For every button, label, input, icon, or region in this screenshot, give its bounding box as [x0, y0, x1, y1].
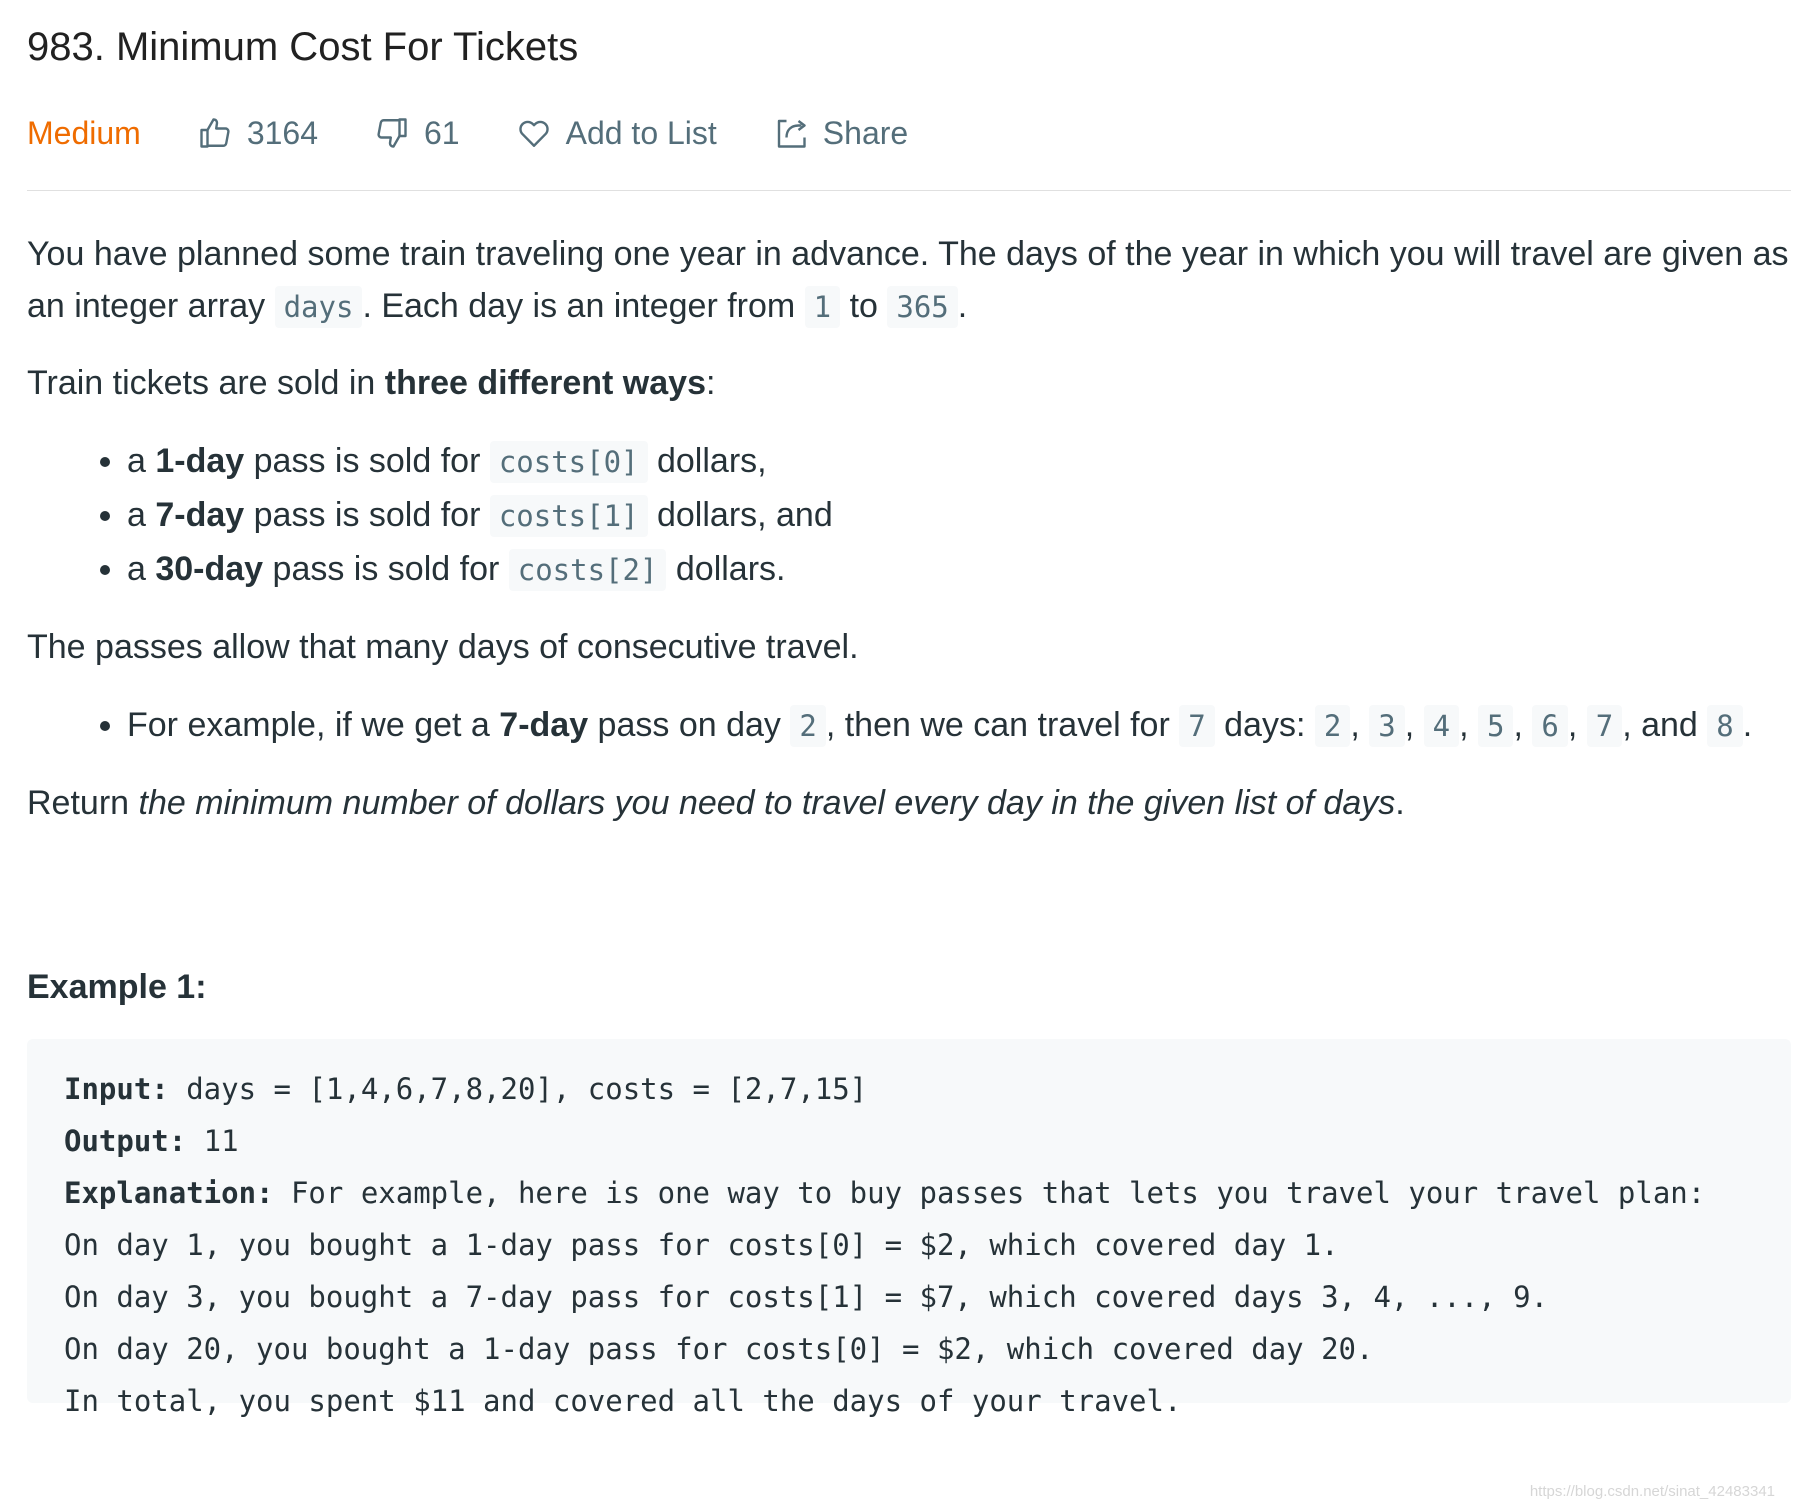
output-value: 11: [186, 1124, 239, 1158]
text: , then we can travel for: [825, 706, 1180, 744]
difficulty-label: Medium: [27, 114, 141, 151]
text: dollars,: [647, 442, 767, 480]
text: Return: [27, 784, 139, 822]
inline-code: 4: [1424, 705, 1459, 747]
problem-panel: [27, 0, 1791, 1418]
inline-code: 3: [1369, 705, 1404, 747]
share-icon: [773, 115, 809, 151]
example-code-block: [27, 1039, 1791, 1418]
bold-text: 7-day: [155, 496, 245, 534]
text: pass on day: [588, 706, 791, 744]
explanation-line: On day 3, you bought a 7-day pass for costs[1] = $7, which covered days 3, 4, ..., 9.: [64, 1280, 1549, 1314]
like-count: 3164: [246, 114, 318, 151]
example-title: Example 1:: [27, 968, 207, 1006]
text: a: [127, 550, 156, 588]
example-output-line: [64, 1115, 1754, 1167]
divider: [27, 190, 1791, 191]
text: . Each day is an integer from: [362, 287, 805, 325]
text: pass is sold for: [244, 496, 490, 534]
text: dollars, and: [647, 496, 833, 534]
watermark: https://blog.csdn.net/sinat_42483341: [1529, 1483, 1775, 1500]
problem-meta-bar: [27, 103, 1791, 163]
inline-code: costs[2]: [509, 549, 667, 591]
text: a: [127, 496, 156, 534]
description-paragraph-4: [27, 777, 1791, 829]
text: For example, if we get a: [127, 706, 500, 744]
list-item: [127, 435, 1791, 489]
heart-icon: [516, 115, 552, 151]
dislike-count: 61: [424, 114, 460, 151]
bold-text: 30-day: [155, 550, 264, 588]
inline-code: 1: [805, 286, 840, 328]
input-label: Input:: [64, 1072, 169, 1106]
inline-code: 6: [1532, 705, 1567, 747]
thumbs-down-icon: [374, 115, 410, 151]
bold-text: 1-day: [155, 442, 245, 480]
like-button[interactable]: [197, 115, 318, 152]
text: .: [957, 287, 968, 325]
text: , and: [1622, 706, 1708, 744]
inline-code: 2: [1315, 705, 1350, 747]
inline-code: days: [275, 286, 363, 328]
text: dollars.: [666, 550, 786, 588]
bold-text: 7-day: [499, 706, 589, 744]
text: .: [1395, 784, 1405, 822]
description-paragraph-3: The passes allow that many days of consecutive travel.: [27, 628, 859, 666]
add-to-list-button[interactable]: [516, 115, 717, 152]
bold-text: three different ways: [384, 364, 706, 402]
problem-description: [27, 228, 1791, 829]
description-paragraph-2: [27, 357, 1791, 409]
input-value: days = [1,4,6,7,8,20], costs = [2,7,15]: [168, 1072, 868, 1106]
text: a: [127, 442, 156, 480]
list-item: [127, 489, 1791, 543]
add-to-list-label: Add to List: [565, 114, 717, 151]
explanation-line: In total, you spent $11 and covered all the days of your travel.: [64, 1384, 1182, 1418]
share-label: Share: [822, 114, 909, 151]
pass-list: [27, 435, 1791, 597]
inline-code: costs[1]: [490, 495, 648, 537]
explanation-line: On day 20, you bought a 1-day pass for costs[0] = $2, which covered day 20.: [64, 1332, 1374, 1366]
text: to: [840, 287, 888, 325]
text: pass is sold for: [244, 442, 490, 480]
thumbs-up-icon: [197, 115, 233, 151]
explanation-label: Explanation:: [64, 1176, 274, 1210]
example-input-line: [64, 1063, 1754, 1115]
inline-code: 7: [1587, 705, 1622, 747]
text: You have planned some train traveling one year in advance. The days of the year in which you will travel are given as an integer array: [27, 235, 1789, 325]
explanation-value: For example, here is one way to buy passes that lets you travel your travel plan:: [273, 1176, 1706, 1210]
problem-title: 983. Minimum Cost For Tickets: [27, 25, 579, 69]
description-paragraph-1: [27, 228, 1791, 333]
inline-code: 7: [1179, 705, 1214, 747]
list-item: [127, 543, 1791, 597]
inline-code: costs[0]: [490, 441, 648, 483]
explanation-line: On day 1, you bought a 1-day pass for costs[0] = $2, which covered day 1.: [64, 1228, 1339, 1262]
inline-code: 5: [1478, 705, 1513, 747]
dislike-button[interactable]: [374, 115, 460, 152]
text: pass is sold for: [263, 550, 509, 588]
output-label: Output:: [64, 1124, 187, 1158]
text: days:: [1214, 706, 1315, 744]
inline-code: 365: [887, 286, 957, 328]
example-explanation-line: [64, 1167, 1754, 1219]
example-list: [27, 699, 1791, 753]
list-item: • For example, if we get a 7-day pass on day 2 , then we can travel for 7 days: 2 , 3 , 4 , 5 , 6 , 7 , and 8 .: [127, 699, 1791, 753]
text: Train tickets are sold in: [27, 364, 385, 402]
inline-code: 2: [790, 705, 825, 747]
italic-text: the minimum number of dollars you need to travel every day in the given list of days: [138, 784, 1396, 822]
text: :: [705, 364, 716, 402]
inline-code: 8: [1707, 705, 1742, 747]
share-button[interactable]: [773, 115, 908, 152]
text: .: [1742, 706, 1753, 744]
